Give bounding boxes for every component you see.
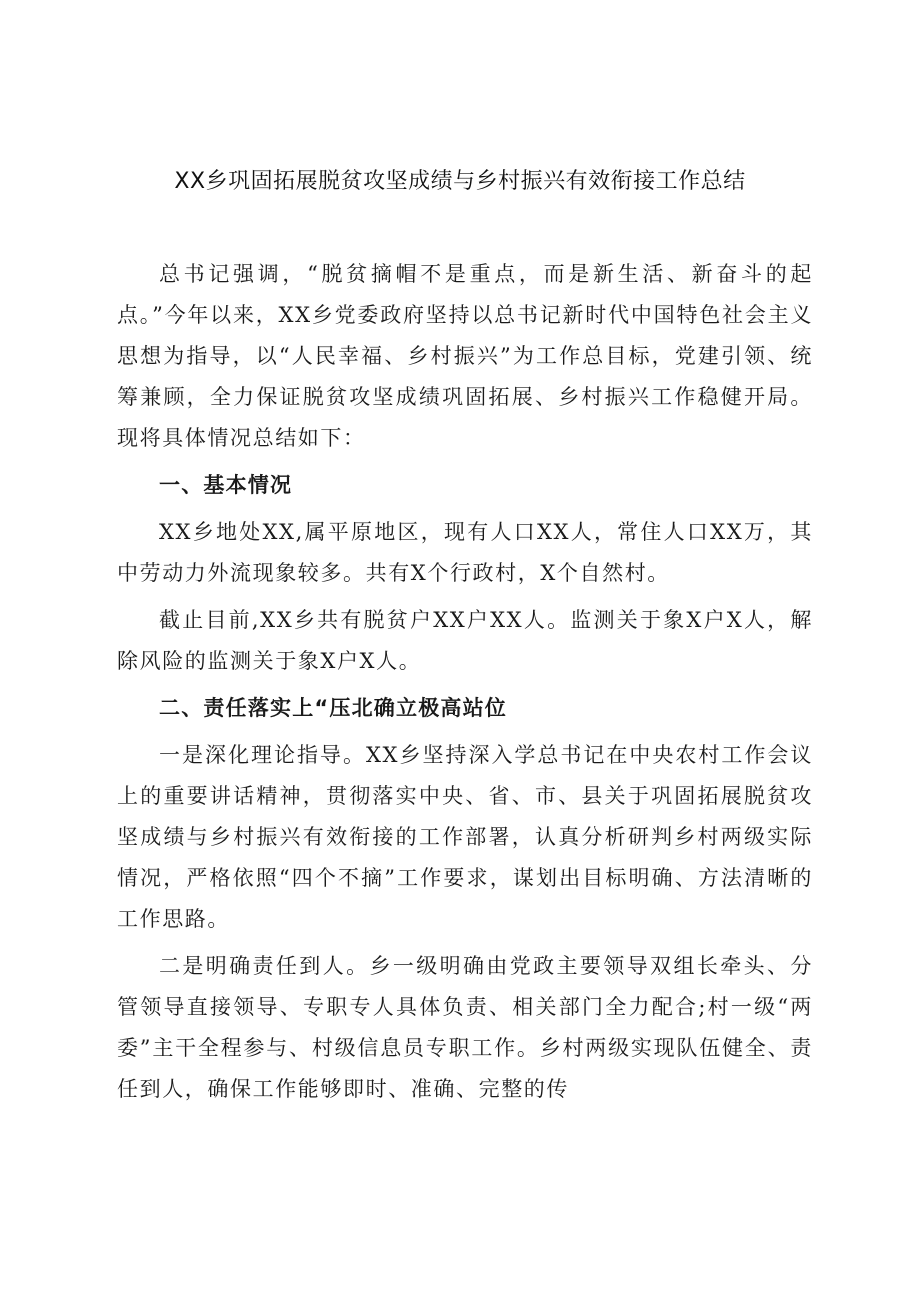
responsibility-paragraph-1: 一是深化理论指导。XX乡坚持深入学总书记在中央农村工作会议上的重要讲话精神，贯彻落实中央、省、市、县关于巩固拓展脱贫攻坚成绩与乡村振兴有效衔接的工作部署，认真分析研判乡村两级实际情况，严格依照“四个不摘”工作要求，谋划出目标明确、方法清晰的工作思路。	[117, 743, 813, 931]
responsibility-paragraph-2: 二是明确责任到人。乡一级明确由党政主要领导双组长牵头、分管领导直接领导、专职专人具体负责、相关部门全力配合;村一级“两委”主干全程参与、村级信息员专职工作。乡村两级实现队伍健全、责任到人，确保工作能够即时、准确、完整的传	[117, 954, 813, 1101]
basic-situation-paragraph-2: 截止目前,XX乡共有脱贫户XX户XX人。监测关于象X户X人，解除风险的监测关于象X户X人。	[117, 608, 813, 673]
document-body	[117, 254, 813, 1116]
intro-paragraph: 总书记强调，“脱贫摘帽不是重点，而是新生活、新奋斗的起点。”今年以来，XX乡党委政府坚持以总书记新时代中国特色社会主义思想为指导，以“人民幸福、乡村振兴”为工作总目标，党建引领、统筹兼顾，全力保证脱贫攻坚成绩巩固拓展、乡村振兴工作稳健开局。现将具体情况总结如下：	[117, 262, 813, 450]
section-heading-basic-situation: 一、基本情况	[159, 473, 293, 497]
document-title: XX乡巩固拓展脱贫攻坚成绩与乡村振兴有效衔接工作总结	[174, 169, 746, 194]
basic-situation-paragraph-1: XX乡地处XX,属平原地区，现有人口XX人，常住人口XX万，其中劳动力外流现象较多。共有X个行政村，X个自然村。	[117, 520, 813, 585]
section-heading-responsibility: 二、责任落实上“压北确立极高站位	[159, 696, 508, 720]
